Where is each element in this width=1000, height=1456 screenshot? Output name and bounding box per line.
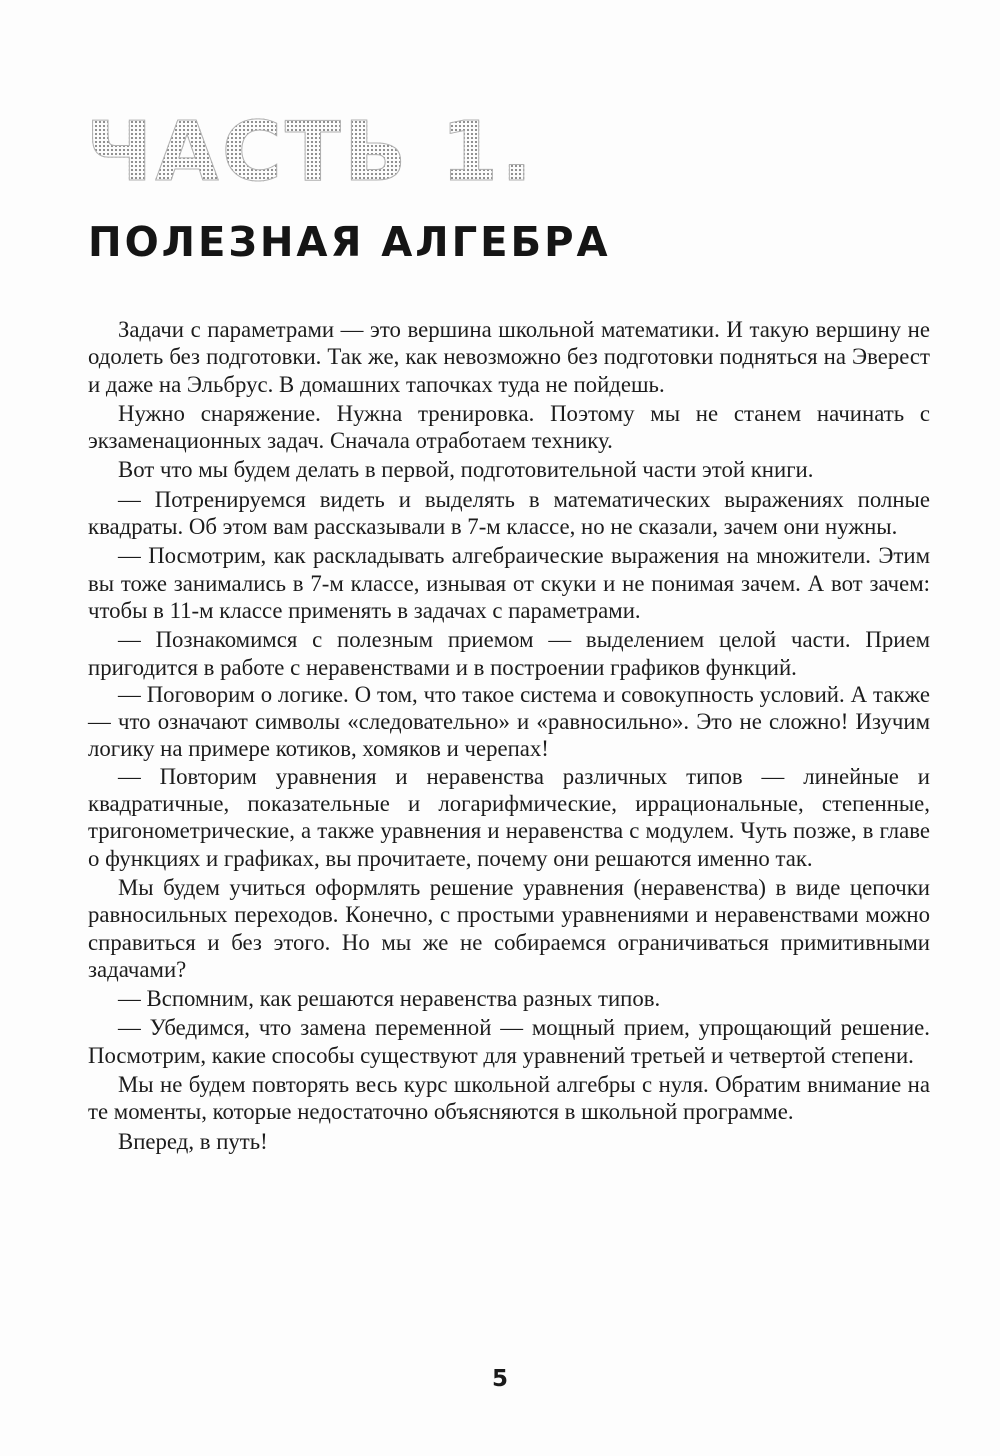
list-item: — Посмотрим, как раскладывать алгебраические выражения на множители. Этим вы тоже занимались в 7-м классе, изнывая от скуки и не понимая зачем. А вот зачем: чтобы в 11-м классе применять в задачах с параметрами.: [88, 543, 930, 623]
paragraph: Мы будем учиться оформлять решение уравнения (неравенства) в виде цепочки равносильных переходов. Конечно, с простыми уравнениями и неравенствами можно справиться и без этого. Но мы же не собираемся ограничиваться примитивными задачами?: [88, 874, 930, 982]
part-number-heading: ЧАСТЬ 1.: [86, 105, 536, 200]
list-item: — Повторим уравнения и неравенства различных типов — линейные и квадратичные, показательные и логарифмические, иррациональные, степенные, тригонометрические, а также уравнения и неравенства с модулем. Чуть позже, в главе о функциях и графиках, вы прочитаете, почему они решаются именно так.: [88, 763, 930, 871]
paragraph: Задачи с параметрами — это вершина школьной математики. И такую вершину не одолеть без подготовки. Так же, как невозможно без подготовки подняться на Эверест и даже на Эльбрус. В домашних тапочках туда не пойдешь.: [88, 317, 930, 397]
list-item: — Вспомним, как решаются неравенства разных типов.: [118, 986, 661, 1012]
paragraph: Нужно снаряжение. Нужна тренировка. Поэтому мы не станем начинать с экзаменационных задач. Сначала отработаем технику.: [88, 400, 930, 454]
paragraph: Вот что мы будем делать в первой, подготовительной части этой книги.: [118, 457, 814, 483]
list-item: — Потренируемся видеть и выделять в математических выражениях полные квадраты. Об этом вам рассказывали в 7-м классе, но не сказали, зачем они нужны.: [88, 486, 930, 540]
body-text: [88, 316, 930, 1155]
paragraph: Мы не будем повторять весь курс школьной алгебры с нуля. Обратим внимание на те моменты, которые недостаточно объясняются в школьной программе.: [88, 1072, 930, 1125]
part-title-heading: ПОЛЕЗНАЯ АЛГЕБРА: [88, 218, 611, 266]
page-number: 5: [491, 1366, 508, 1392]
list-item: — Поговорим о логике. О том, что такое система и совокупность условий. А также — что означают символы «следовательно» и «равносильно». Это не сложно! Изучим логику на примере котиков, хомяков и черепах!: [88, 681, 930, 762]
list-item: — Убедимся, что замена переменной — мощный прием, упрощающий решение. Посмотрим, какие способы существуют для уравнений третьей и четвертой степени.: [88, 1015, 930, 1068]
paragraph: Вперед, в путь!: [118, 1128, 268, 1154]
list-item: — Познакомимся с полезным приемом — выделением целой части. Прием пригодится в работе с неравенствами и в построении графиков функций.: [88, 627, 930, 680]
